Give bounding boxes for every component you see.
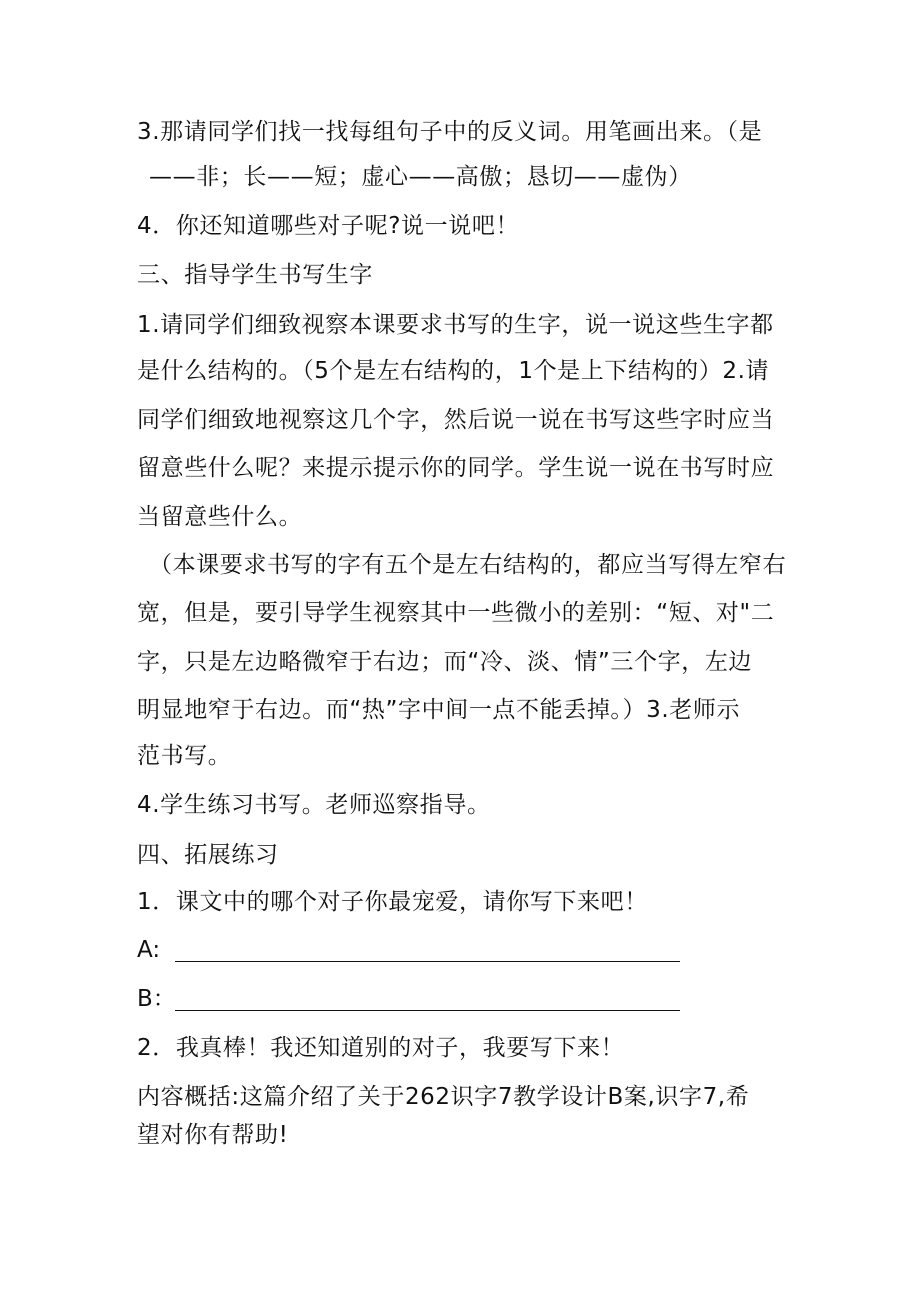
answer-row-b bbox=[137, 984, 176, 1014]
text-line-17: 1．课文中的哪个对子你最宠爱，请你写下来吧！ bbox=[137, 889, 648, 915]
text-line-5: 1.请同学们细致视察本课要求书写的生字，说一说这些生字都 bbox=[137, 312, 774, 338]
text-line-8: 留意些什么呢？来提示提示你的同学。学生说一说在书写时应 bbox=[137, 455, 775, 481]
text-line-10: （本课要求书写的字有五个是左右结构的，都应当写得左窄右 bbox=[149, 552, 787, 578]
text-line-1: 3.那请同学们找一找每组句子中的反义词。用笔画出来。（是 bbox=[137, 119, 763, 145]
text-line-3: 4．你还知道哪些对子呢?说一说吧！ bbox=[137, 213, 520, 239]
section-heading-extension: 四、拓展练习 bbox=[137, 842, 279, 868]
section-heading-guide-writing: 三、指导学生书写生字 bbox=[137, 262, 373, 288]
answer-blank-b[interactable] bbox=[175, 1010, 680, 1011]
text-line-11: 宽，但是，要引导学生视察其中一些微小的差别：“短、对"二 bbox=[137, 600, 775, 626]
answer-label-b: B： bbox=[137, 986, 176, 1012]
summary-line-2: 望对你有帮助! bbox=[137, 1122, 289, 1148]
text-line-6: 是什么结构的。（5个是左右结构的，1个是上下结构的）2.请 bbox=[137, 358, 770, 384]
text-line-14: 范书写。 bbox=[137, 743, 232, 769]
answer-row-a bbox=[137, 935, 160, 965]
text-line-12: 字，只是左边略微窄于右边；而“冷、淡、情”三个字，左边 bbox=[137, 649, 753, 675]
text-line-15: 4.学生练习书写。老师巡察指导。 bbox=[137, 792, 491, 818]
text-line-7: 同学们细致地视察这几个字，然后说一说在书写这些字时应当 bbox=[137, 407, 775, 433]
answer-blank-a[interactable] bbox=[175, 961, 680, 962]
text-line-9: 当留意些什么。 bbox=[137, 504, 303, 530]
answer-label-a: A: bbox=[137, 937, 161, 963]
text-line-13: 明显地窄于右边。而“热”字中间一点不能丢掉。）3.老师示 bbox=[137, 697, 741, 723]
text-line-tail-1: 2．我真棒！我还知道别的对子，我要写下来！ bbox=[137, 1035, 625, 1061]
text-line-2: ——非；长——短；虚心——高傲；恳切——虚伪） bbox=[149, 164, 692, 190]
summary-line-1: 内容概括:这篇介绍了关于262识字7教学设计B案,识字7,希 bbox=[137, 1084, 750, 1110]
